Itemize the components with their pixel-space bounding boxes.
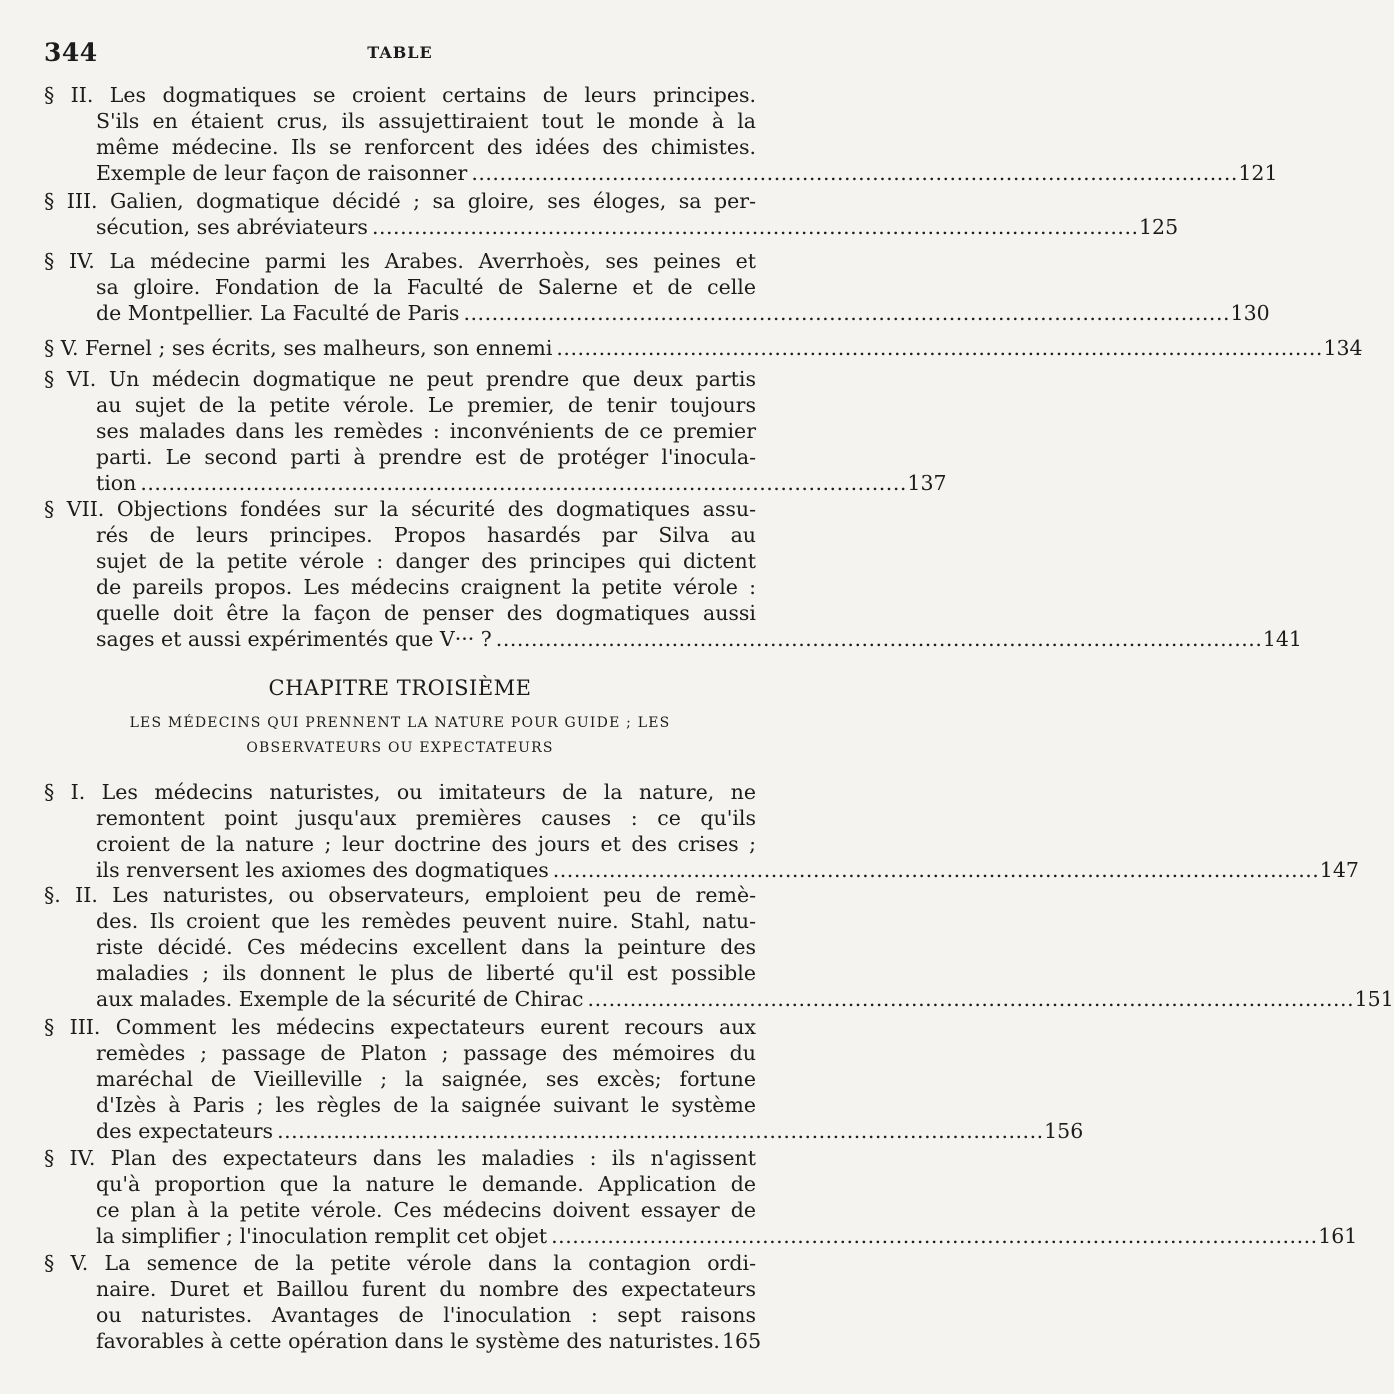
entry-page: 161: [1318, 1224, 1358, 1248]
entry-line: § III. Galien, dogmatique décidé ; sa gloire, ses éloges, sa per-: [44, 189, 756, 213]
chapter-title: CHAPITRE TROISIÈME: [268, 676, 532, 700]
entry-last-line: [44, 1223, 1358, 1249]
entry-line: § VII. Objections fondées sur la sécurité des dogmatiques assu-: [44, 497, 756, 521]
entry-line: même médecine. Ils se renforcent des idées des chimistes.: [96, 135, 756, 159]
entry-line: de Montpellier. La Faculté de Paris: [96, 301, 460, 325]
leader-dots: [471, 160, 1234, 186]
entry-line: § VI. Un médecin dogmatique ne peut prendre que deux partis: [44, 367, 756, 391]
toc-entry: [44, 1145, 1358, 1249]
entry-line: Exemple de leur façon de raisonner: [96, 161, 468, 185]
entry-last-line: [44, 626, 1302, 652]
entry-line: remontent point jusqu'aux premières causes : ce qu'ils: [96, 806, 756, 830]
entry-line: d'Izès à Paris ; les règles de la saignée suivant le système: [96, 1093, 756, 1117]
entry-page: 151: [1354, 987, 1394, 1011]
entry-line: sujet de la petite vérole : danger des principes qui dictent: [96, 549, 756, 573]
entry-line: ce plan à la petite vérole. Ces médecins doivent essayer de: [96, 1198, 756, 1222]
entry-line: § II. Les dogmatiques se croient certains de leurs principes.: [44, 83, 756, 107]
entry-line: § V. La semence de la petite vérole dans la contagion ordi-: [44, 1251, 756, 1275]
entry-line: §. II. Les naturistes, ou observateurs, emploient peu de remè-: [44, 883, 756, 907]
toc-entry: [44, 248, 1270, 326]
entry-line: croient de la nature ; leur doctrine des jours et des crises ;: [96, 832, 756, 856]
chapter-subtitle-line: OBSERVATEURS OU EXPECTATEURS: [246, 740, 554, 756]
chapter-subtitle-line: LES MÉDECINS QUI PRENNENT LA NATURE POUR GUIDE ; LES: [129, 715, 671, 731]
entry-line: aux malades. Exemple de la sécurité de Chirac: [96, 987, 584, 1011]
toc-entry: [44, 1014, 1084, 1144]
entry-last-line: [44, 335, 1363, 361]
entry-line: § IV. La médecine parmi les Arabes. Averrhoès, ses peines et: [44, 249, 756, 273]
entry-line: de pareils propos. Les médecins craignent la petite vérole :: [96, 575, 756, 599]
entry-line: ou naturistes. Avantages de l'inoculation : sept raisons: [96, 1303, 756, 1327]
entry-line: riste décidé. Ces médecins excellent dans la peinture des: [96, 935, 756, 959]
toc-entry: [44, 82, 1278, 186]
entry-page: 156: [1044, 1119, 1084, 1143]
toc-entry: [44, 1250, 762, 1354]
entry-line: maladies ; ils donnent le plus de liberté qu'il est possible: [96, 961, 756, 985]
entry-page: 137: [907, 471, 947, 495]
entry-line: remèdes ; passage de Platon ; passage des mémoires du: [96, 1041, 756, 1065]
toc-entry: [44, 366, 947, 496]
entry-page: 141: [1262, 627, 1302, 651]
entry-last-line: [44, 1328, 762, 1354]
entry-line: favorables à cette opération dans le système des naturistes.: [96, 1329, 720, 1353]
leader-dots: [551, 1223, 1314, 1249]
entry-line: sécution, ses abréviateurs: [96, 215, 368, 239]
leader-dots: [140, 470, 903, 496]
entry-last-line: [44, 470, 947, 496]
entry-page: 134: [1323, 336, 1363, 360]
leader-dots: [556, 335, 1319, 361]
entry-line: § I. Les médecins naturistes, ou imitateurs de la nature, ne: [44, 780, 756, 804]
entry-last-line: [44, 857, 1359, 883]
leader-dots: [553, 857, 1316, 883]
entry-line: maréchal de Vieilleville ; la saignée, ses excès; fortune: [96, 1067, 756, 1091]
entry-line: ses malades dans les remèdes : inconvénients de ce premier: [96, 419, 756, 443]
leader-dots: [372, 214, 1135, 240]
entry-last-line: [44, 160, 1278, 186]
entry-last-line: [44, 214, 1179, 240]
toc-entry: [44, 188, 1179, 240]
toc-entry: [44, 779, 1359, 883]
leader-dots: [277, 1118, 1040, 1144]
entry-page: 165: [722, 1329, 762, 1353]
leader-dots: [496, 626, 1259, 652]
page-header: [44, 38, 756, 74]
entry-line: ils renversent les axiomes des dogmatiques: [96, 858, 549, 882]
entry-line: S'ils en étaient crus, ils assujettiraient tout le monde à la: [96, 109, 756, 133]
entry-line: qu'à proportion que la nature le demande. Application de: [96, 1172, 756, 1196]
entry-page: 147: [1319, 858, 1359, 882]
entry-line: des. Ils croient que les remèdes peuvent nuire. Stahl, natu-: [96, 909, 756, 933]
toc-entry: [44, 882, 1394, 1012]
entry-line: la simplifier ; l'inoculation remplit cet objet: [96, 1224, 548, 1248]
entry-line: § IV. Plan des expectateurs dans les maladies : ils n'agissent: [44, 1146, 756, 1170]
entry-line: quelle doit être la façon de penser des dogmatiques aussi: [96, 601, 756, 625]
entry-page: 130: [1230, 301, 1270, 325]
leader-dots: [463, 300, 1226, 326]
toc-entry: [44, 335, 1363, 361]
entry-line: tion: [96, 471, 137, 495]
entry-line: au sujet de la petite vérole. Le premier, de tenir toujours: [96, 393, 756, 417]
entry-last-line: [44, 300, 1270, 326]
page-number: 344: [44, 38, 98, 67]
entry-line: parti. Le second parti à prendre est de protéger l'inocula-: [96, 445, 756, 469]
entry-page: 125: [1139, 215, 1179, 239]
toc-entry: [44, 496, 1302, 652]
entry-last-line: [44, 1118, 1084, 1144]
entry-line: sages et aussi expérimentés que V··· ?: [96, 627, 492, 651]
entry-line: des expectateurs: [96, 1119, 274, 1143]
entry-line: rés de leurs principes. Propos hasardés par Silva au: [96, 523, 756, 547]
entry-line: sa gloire. Fondation de la Faculté de Salerne et de celle: [96, 275, 756, 299]
entry-line: § V. Fernel ; ses écrits, ses malheurs, son ennemi: [44, 336, 553, 360]
running-head: TABLE: [367, 43, 433, 62]
leader-dots: [588, 986, 1351, 1012]
entry-page: 121: [1238, 161, 1278, 185]
entry-line: § III. Comment les médecins expectateurs eurent recours aux: [44, 1015, 756, 1039]
entry-line: naire. Duret et Baillou furent du nombre des expectateurs: [96, 1277, 756, 1301]
entry-last-line: [44, 986, 1394, 1012]
